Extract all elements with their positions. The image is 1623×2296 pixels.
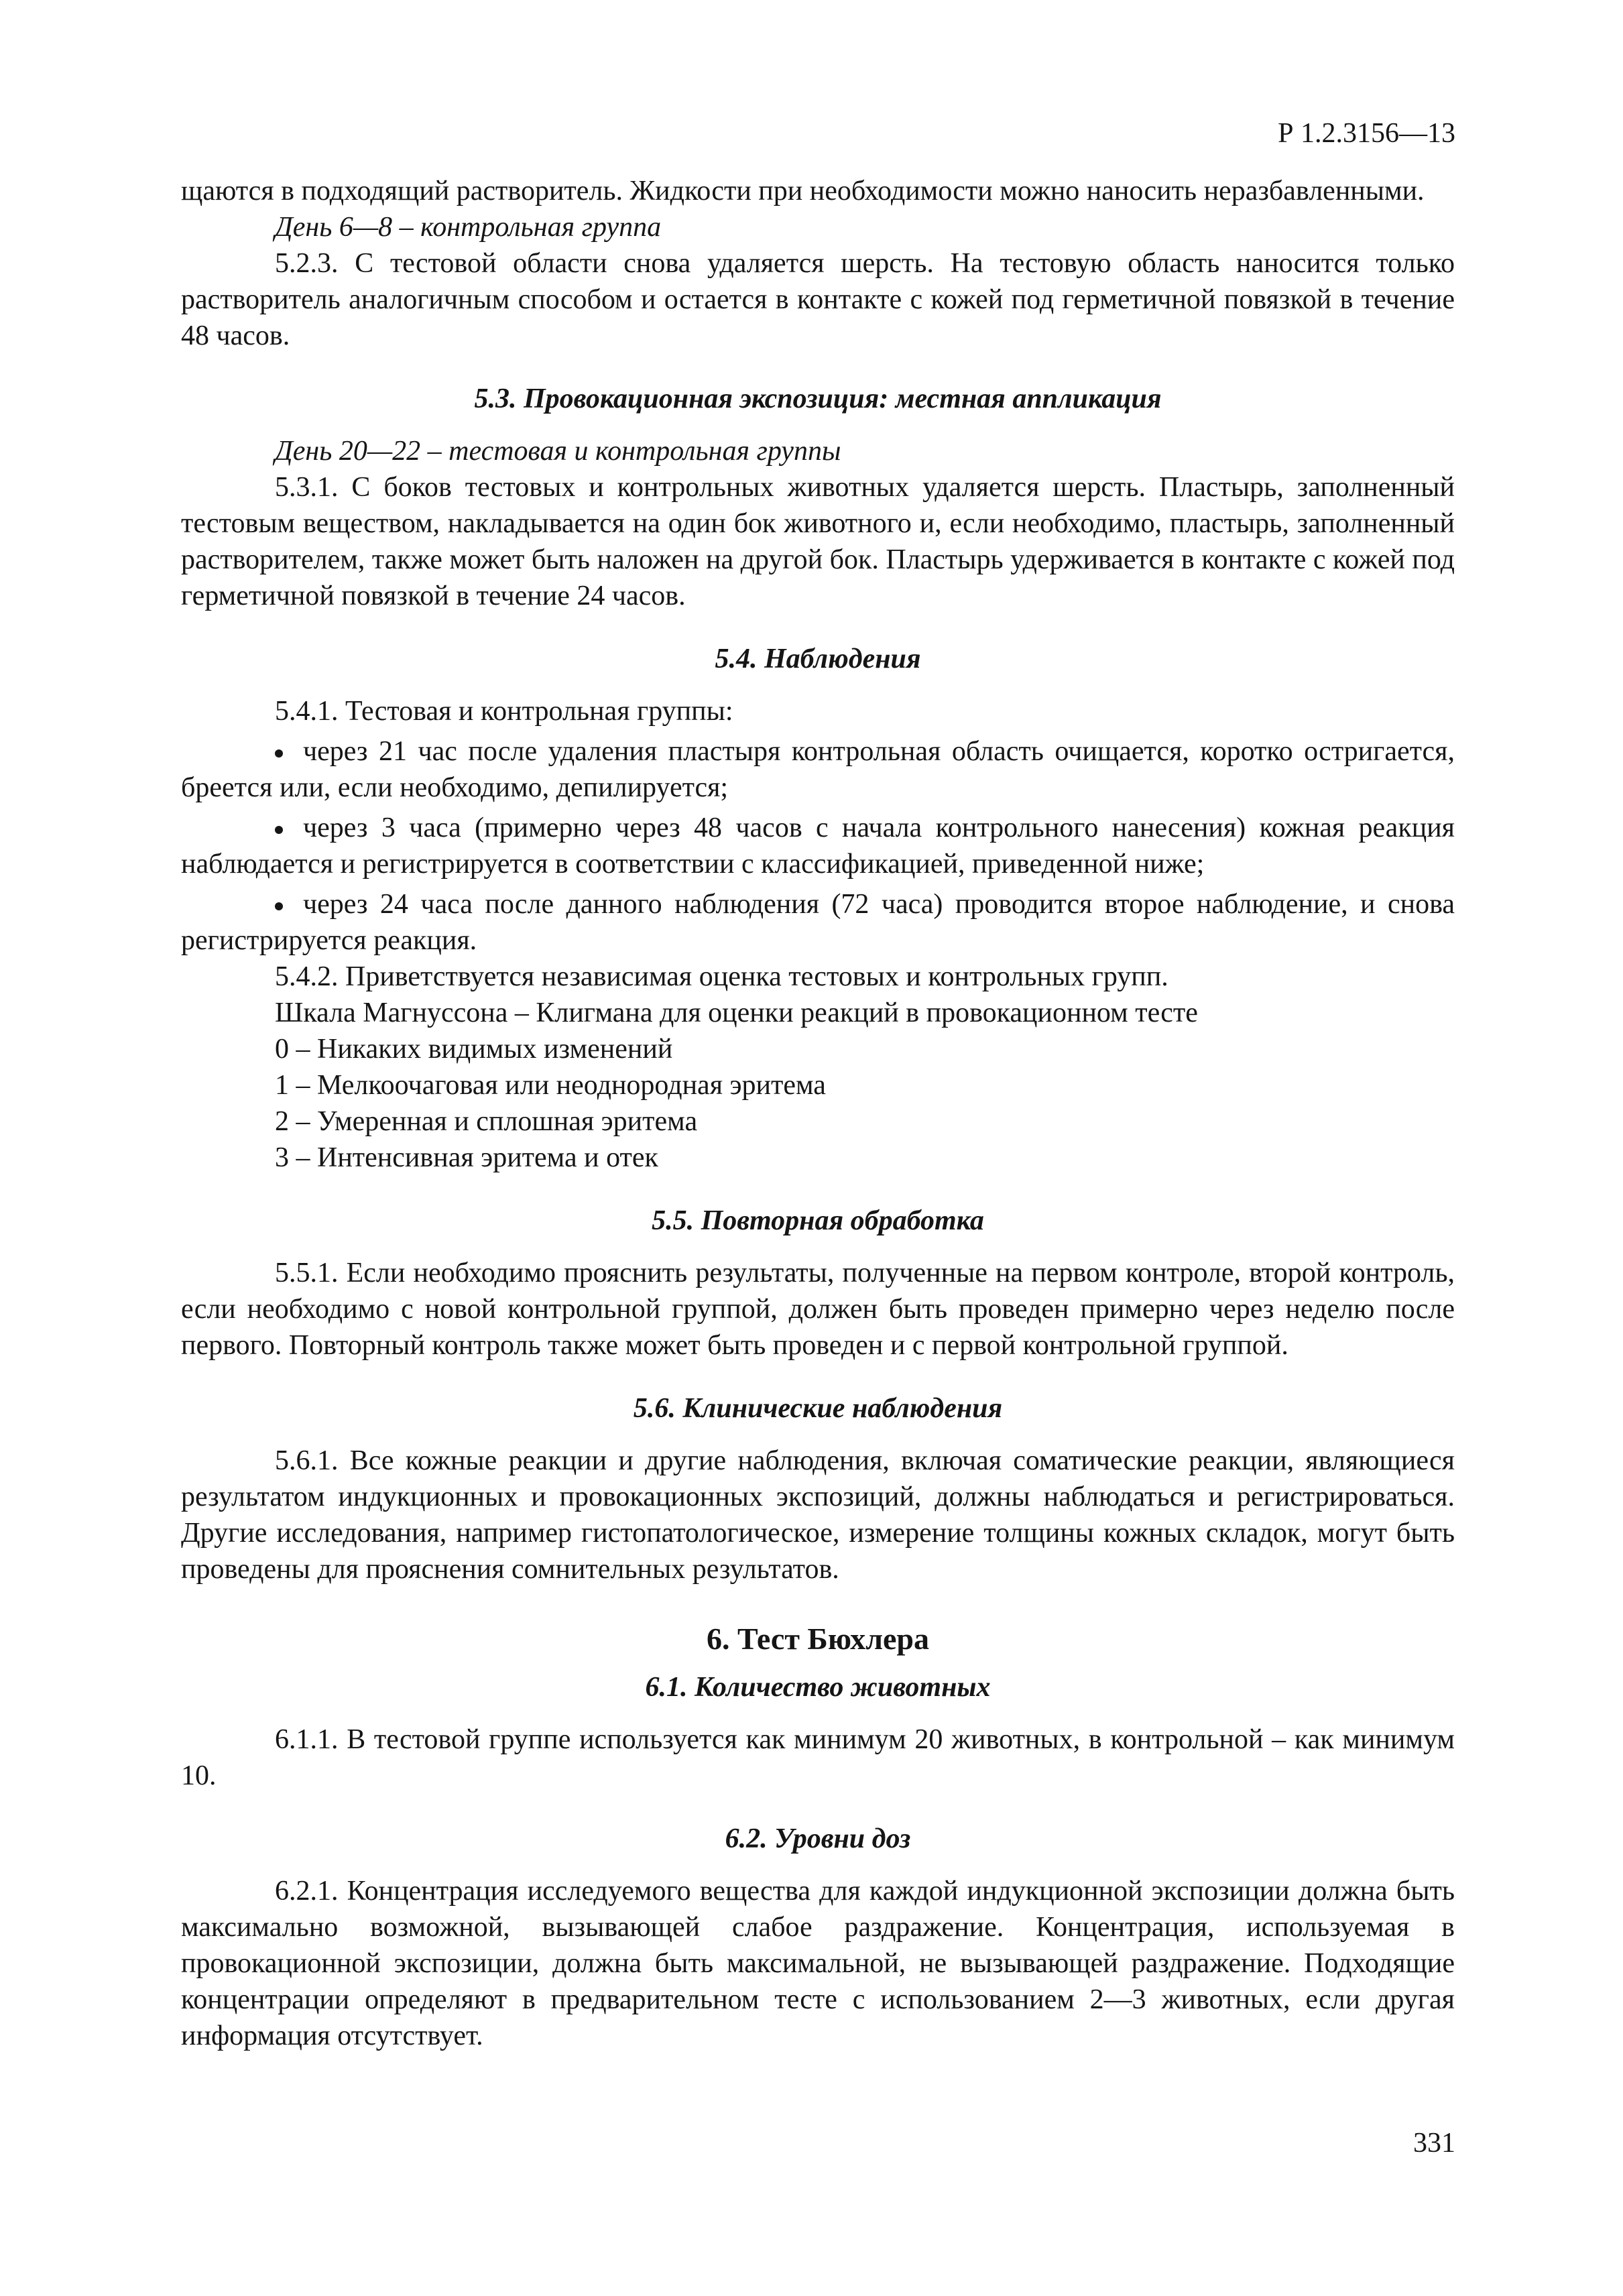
paragraph-5-5-1: 5.5.1. Если необходимо прояснить результаты, полученные на первом контроле, второй контроль, если необходимо с новой контрольной группой, должен быть проведен примерно через неделю после первого. Повторный контроль также может быть проведен и с первой контрольной группой.	[181, 1258, 1455, 1361]
list-item: через 21 час после удаления пластыря контрольная область очищается, коротко остригается, бреется или, если необходимо, депилируется;	[181, 736, 1455, 803]
scale-title: Шкала Магнуссона – Клигмана для оценки реакций в провокационном тесте	[275, 998, 1198, 1028]
day-20-22-label: День 20—22 – тестовая и контрольная группы	[275, 436, 841, 467]
paragraph-5-4-2: 5.4.2. Приветствуется независимая оценка тестовых и контрольных групп.	[275, 961, 1168, 992]
bullet-icon	[275, 749, 283, 758]
paragraph-5-4-1: 5.4.1. Тестовая и контрольная группы:	[275, 696, 733, 727]
paragraph-continuation: щаются в подходящий растворитель. Жидкости при необходимости можно наносить неразбавленными.	[181, 176, 1425, 206]
list-item: через 3 часа (примерно через 48 часов с начала контрольного нанесения) кожная реакция наблюдается и регистрируется в соответствии с классификацией, приведенной ниже;	[181, 812, 1455, 880]
heading-5-3: 5.3. Провокационная экспозиция: местная аппликация	[474, 383, 1162, 414]
bullet-icon	[275, 902, 283, 910]
page-number: 331	[1413, 2128, 1455, 2159]
heading-5-6: 5.6. Клинические наблюдения	[633, 1393, 1003, 1424]
paragraph-5-6-1: 5.6.1. Все кожные реакции и другие наблюдения, включая соматические реакции, являющиеся результатом индукционных и провокационных экспозиций, должны наблюдаться и регистрироваться. Другие исследования, например гистопатологическое, измерение толщины кожных складок, могут быть проведены для прояснения сомнительных результатов.	[181, 1445, 1455, 1585]
observation-list	[181, 733, 1455, 959]
paragraph-6-2-1: 6.2.1. Концентрация исследуемого вещества для каждой индукционной экспозиции должна быть максимально возможной, вызывающей слабое раздражение. Концентрация, используемая в провокационной экспозиции, должна быть максимальной, не вызывающей раздражение. Подходящие концентрации определяют в предварительном тесте с использованием 2—3 животных, если другая информация отсутствует.	[181, 1876, 1455, 2051]
scale-item: 2 – Умеренная и сплошная эритема	[275, 1106, 698, 1137]
scale-item: 0 – Никаких видимых изменений	[275, 1034, 673, 1065]
heading-5-4: 5.4. Наблюдения	[715, 644, 921, 674]
heading-5-5: 5.5. Повторная обработка	[652, 1205, 984, 1236]
list-item: через 24 часа после данного наблюдения (72 часа) проводится второе наблюдение, и снова регистрируется реакция.	[181, 889, 1455, 956]
document-code: Р 1.2.3156—13	[1278, 118, 1455, 149]
scale-item: 3 – Интенсивная эритема и отек	[275, 1142, 658, 1173]
heading-6-2: 6.2. Уровни доз	[725, 1823, 911, 1854]
paragraph-6-1-1: 6.1.1. В тестовой группе используется как минимум 20 животных, в контрольной – как минимум 10.	[181, 1724, 1455, 1791]
paragraph-5-3-1: 5.3.1. С боков тестовых и контрольных животных удаляется шерсть. Пластырь, заполненный тестовым веществом, накладывается на один бок животного и, если необходимо, пластырь, заполненный растворителем, также может быть наложен на другой бок. Пластырь удерживается в контакте с кожей под герметичной повязкой в течение 24 часов.	[181, 472, 1455, 611]
scale-item: 1 – Мелкоочаговая или неоднородная эритема	[275, 1070, 826, 1101]
paragraph-5-2-3: 5.2.3. С тестовой области снова удаляется шерсть. На тестовую область наносится только растворитель аналогичным способом и остается в контакте с кожей под герметичной повязкой в течение 48 часов.	[181, 248, 1455, 351]
day-6-8-label: День 6—8 – контрольная группа	[275, 212, 662, 243]
heading-6: 6. Тест Бюхлера	[707, 1622, 929, 1656]
bullet-icon	[275, 826, 283, 834]
heading-6-1: 6.1. Количество животных	[645, 1672, 991, 1703]
document-body	[181, 173, 1455, 2054]
